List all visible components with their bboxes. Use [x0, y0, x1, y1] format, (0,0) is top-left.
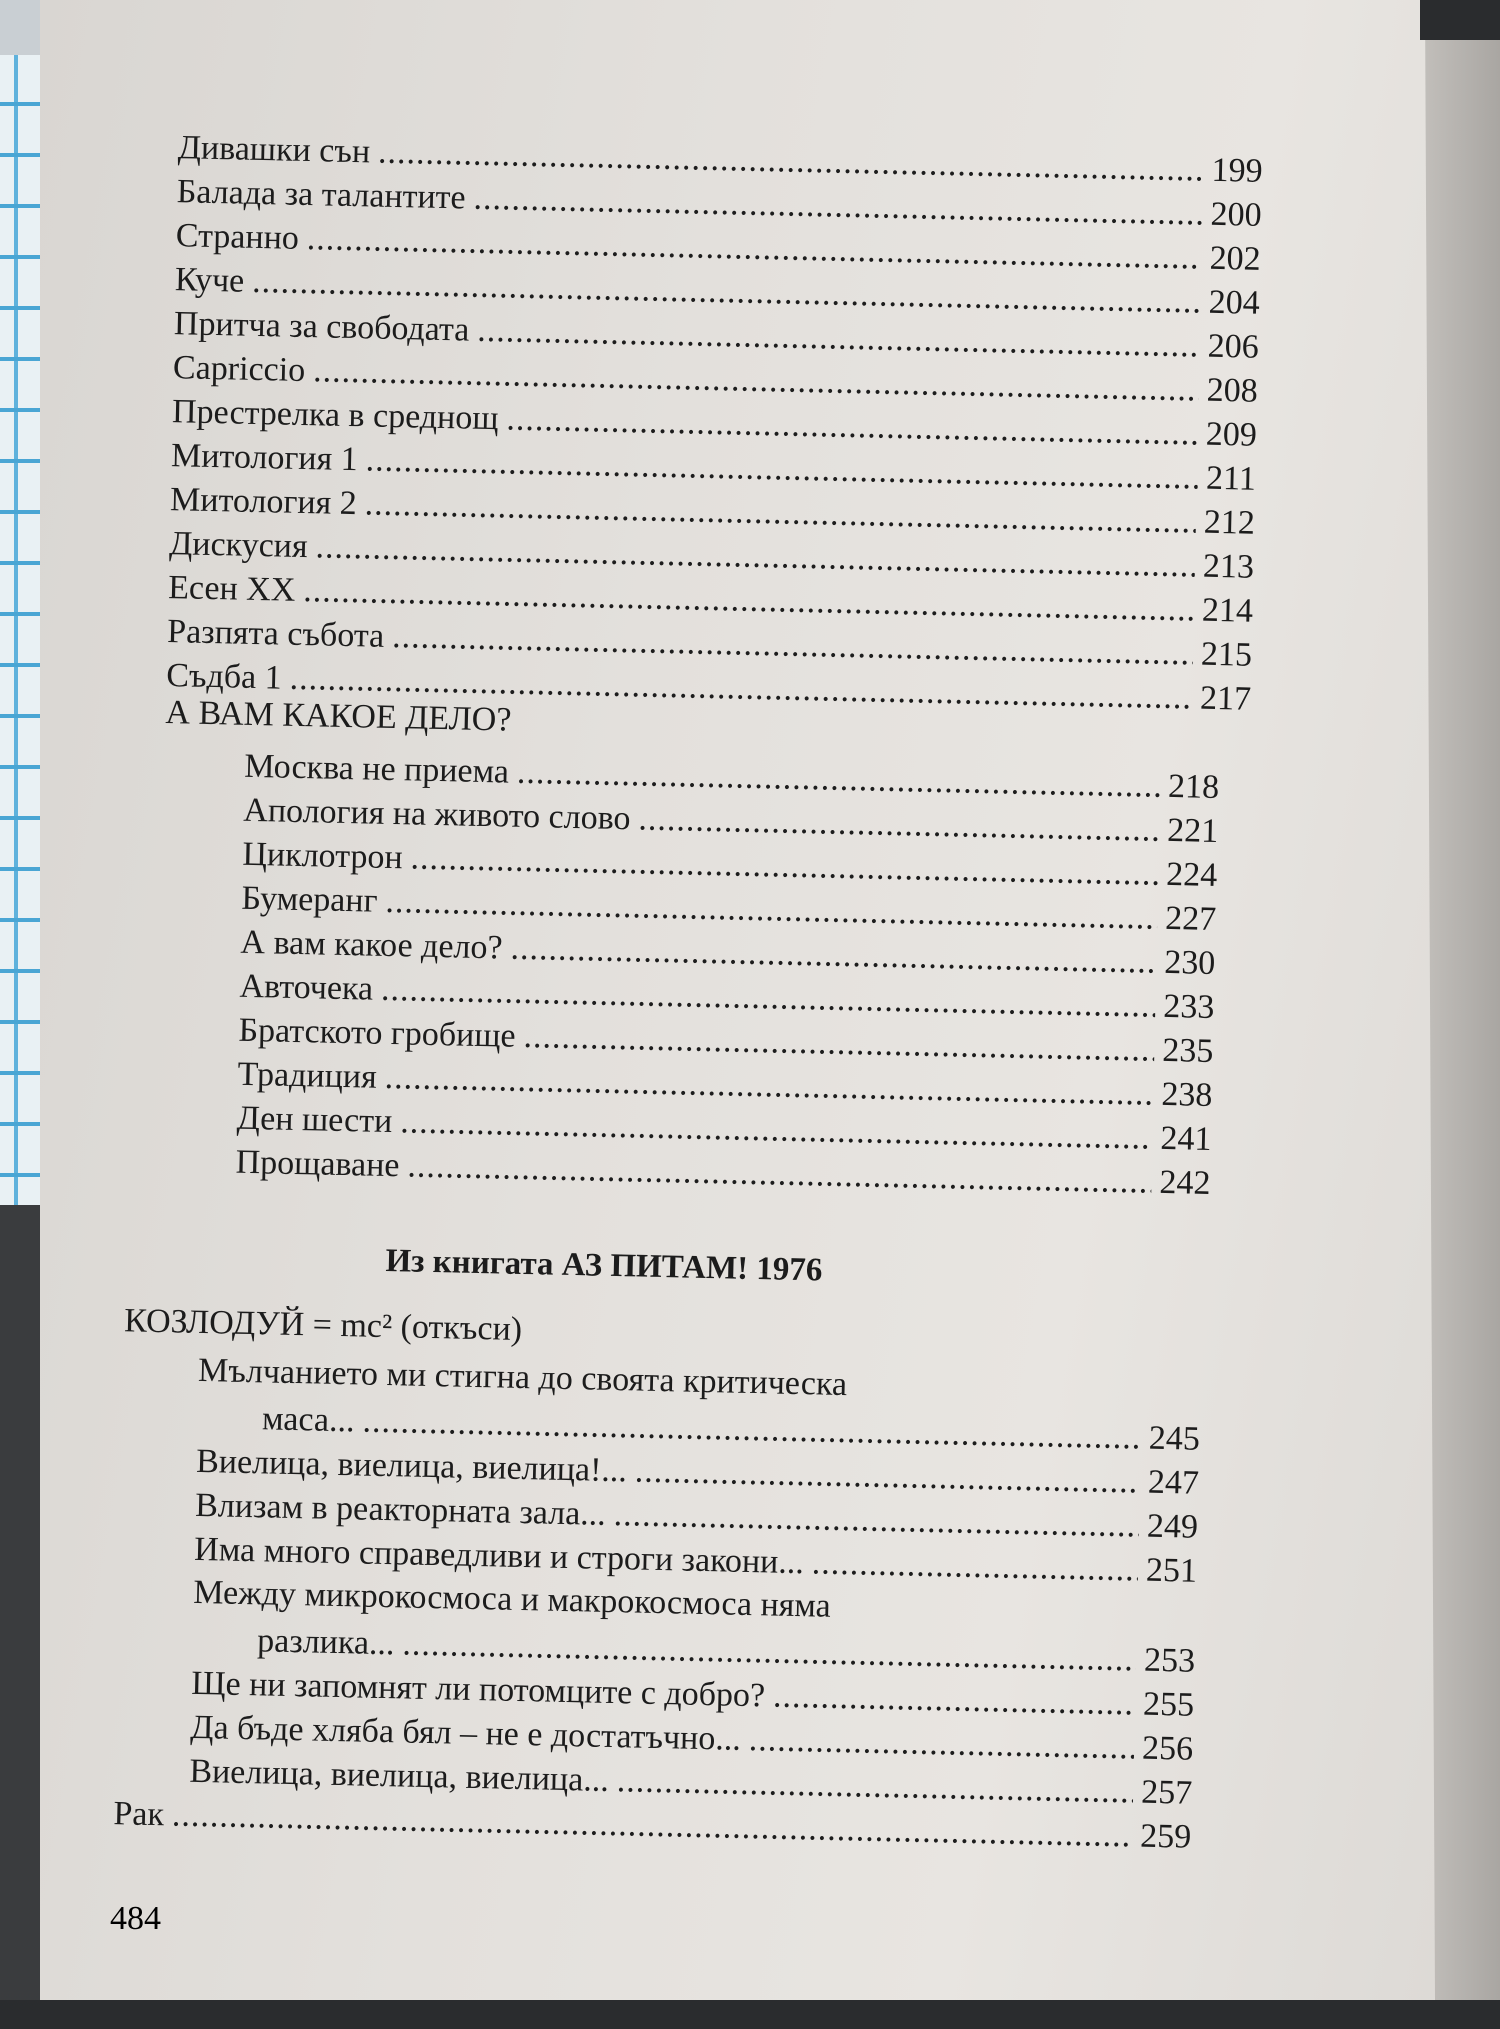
toc-title: разлика...	[256, 1622, 395, 1663]
toc-page: 249	[1146, 1507, 1199, 1546]
toc-title: Притча за свободата	[173, 305, 470, 349]
toc-page: 259	[1139, 1817, 1192, 1856]
toc-page: 208	[1206, 371, 1259, 410]
toc-title: Москва не приема	[243, 747, 510, 791]
toc-page: 214	[1201, 591, 1254, 630]
toc-title: Ден шести	[236, 1099, 393, 1141]
toc-page: 217	[1199, 679, 1252, 718]
toc-page: 247	[1147, 1463, 1200, 1502]
toc-page: 242	[1159, 1163, 1211, 1202]
toc-title: Рак	[113, 1795, 165, 1834]
toc-title: Съдба 1	[165, 657, 283, 697]
dot-leader	[634, 1451, 1140, 1502]
toc-page: 218	[1167, 767, 1220, 807]
toc-title: Дивашки сън	[177, 129, 371, 171]
dot-leader	[811, 1543, 1138, 1590]
toc-page: 215	[1200, 635, 1253, 674]
toc-title-line: Между микрокосмоса и макрокосмоса няма	[192, 1573, 832, 1625]
toc-title: Влизам в реакторната зала...	[194, 1486, 607, 1533]
toc-title-line: Мълчанието ми стигна до своята критическа	[197, 1351, 848, 1404]
toc-page: 212	[1203, 503, 1256, 542]
toc-page: 202	[1209, 239, 1262, 278]
toc-page: 209	[1205, 415, 1258, 454]
toc-title: Да бъде хляба бял – не е достатъчно...	[189, 1708, 742, 1758]
toc-page: 238	[1161, 1075, 1213, 1114]
toc-title: Митология 2	[169, 481, 358, 523]
toc-page: 227	[1164, 899, 1217, 939]
toc-title: Куче	[174, 261, 245, 300]
toc-title: Престрелка в среднощ	[171, 393, 499, 438]
toc-title: Capriccio	[172, 349, 306, 389]
toc-title: Циклотрон	[242, 835, 404, 877]
toc-page: 206	[1207, 327, 1260, 366]
dot-leader	[616, 1761, 1133, 1812]
section-heading: КОЗЛОДУЙ = mc² (откъси)	[123, 1302, 523, 1348]
toc-title: Балада за талантите	[176, 173, 467, 217]
toc-page: 251	[1145, 1551, 1198, 1590]
dot-leader	[773, 1677, 1136, 1725]
toc-title: Братското гробище	[238, 1011, 517, 1055]
toc-title: А вам какое дело?	[240, 923, 503, 967]
toc-title: Традиция	[237, 1055, 378, 1096]
toc-page: 211	[1205, 459, 1257, 498]
dot-leader	[748, 1720, 1134, 1768]
toc-page: 253	[1143, 1641, 1196, 1680]
toc-page: 233	[1162, 987, 1215, 1026]
toc-page: 224	[1165, 855, 1218, 895]
toc-title: Авточека	[239, 967, 374, 1008]
toc-title: маса...	[261, 1400, 355, 1440]
toc-page: 235	[1161, 1031, 1214, 1070]
book-heading: Из книгата АЗ ПИТАМ! 1976	[385, 1242, 823, 1289]
toc-title: Странно	[175, 217, 300, 257]
toc-page: 245	[1148, 1419, 1201, 1458]
toc-page: 213	[1202, 547, 1255, 586]
toc-title: Ще ни запомнят ли потомците с добро?	[190, 1664, 766, 1715]
dot-leader	[613, 1495, 1139, 1546]
dot-leader	[638, 799, 1160, 850]
page-number: 484	[110, 1900, 161, 1937]
toc-title: Прощаване	[235, 1143, 400, 1185]
toc-title: Виелица, виелица, виелица!...	[195, 1442, 628, 1490]
toc-page: 241	[1160, 1119, 1212, 1158]
toc-title: Дискусия	[168, 525, 309, 566]
toc-page: 256	[1141, 1729, 1194, 1768]
toc-title: Митология 1	[170, 437, 359, 479]
toc-title: Разпята събота	[166, 613, 385, 655]
toc-page: 255	[1142, 1685, 1195, 1724]
toc-title: Апология на живото слово	[242, 791, 631, 838]
toc-title: Виелица, виелица, виелица...	[189, 1752, 610, 1799]
toc-page: 221	[1166, 811, 1219, 851]
toc-page: 200	[1210, 195, 1263, 234]
section-heading: А ВАМ КАКОЕ ДЕЛО?	[165, 694, 512, 739]
toc-page: 199	[1211, 151, 1263, 190]
toc-page: 257	[1140, 1773, 1193, 1812]
toc-page: 204	[1208, 283, 1261, 322]
toc-title: Есен XX	[167, 569, 296, 609]
toc-title: Има много справедливи и строги закони...	[193, 1530, 805, 1582]
toc-title: Бумеранг	[241, 879, 378, 920]
toc-page: 230	[1163, 943, 1216, 982]
